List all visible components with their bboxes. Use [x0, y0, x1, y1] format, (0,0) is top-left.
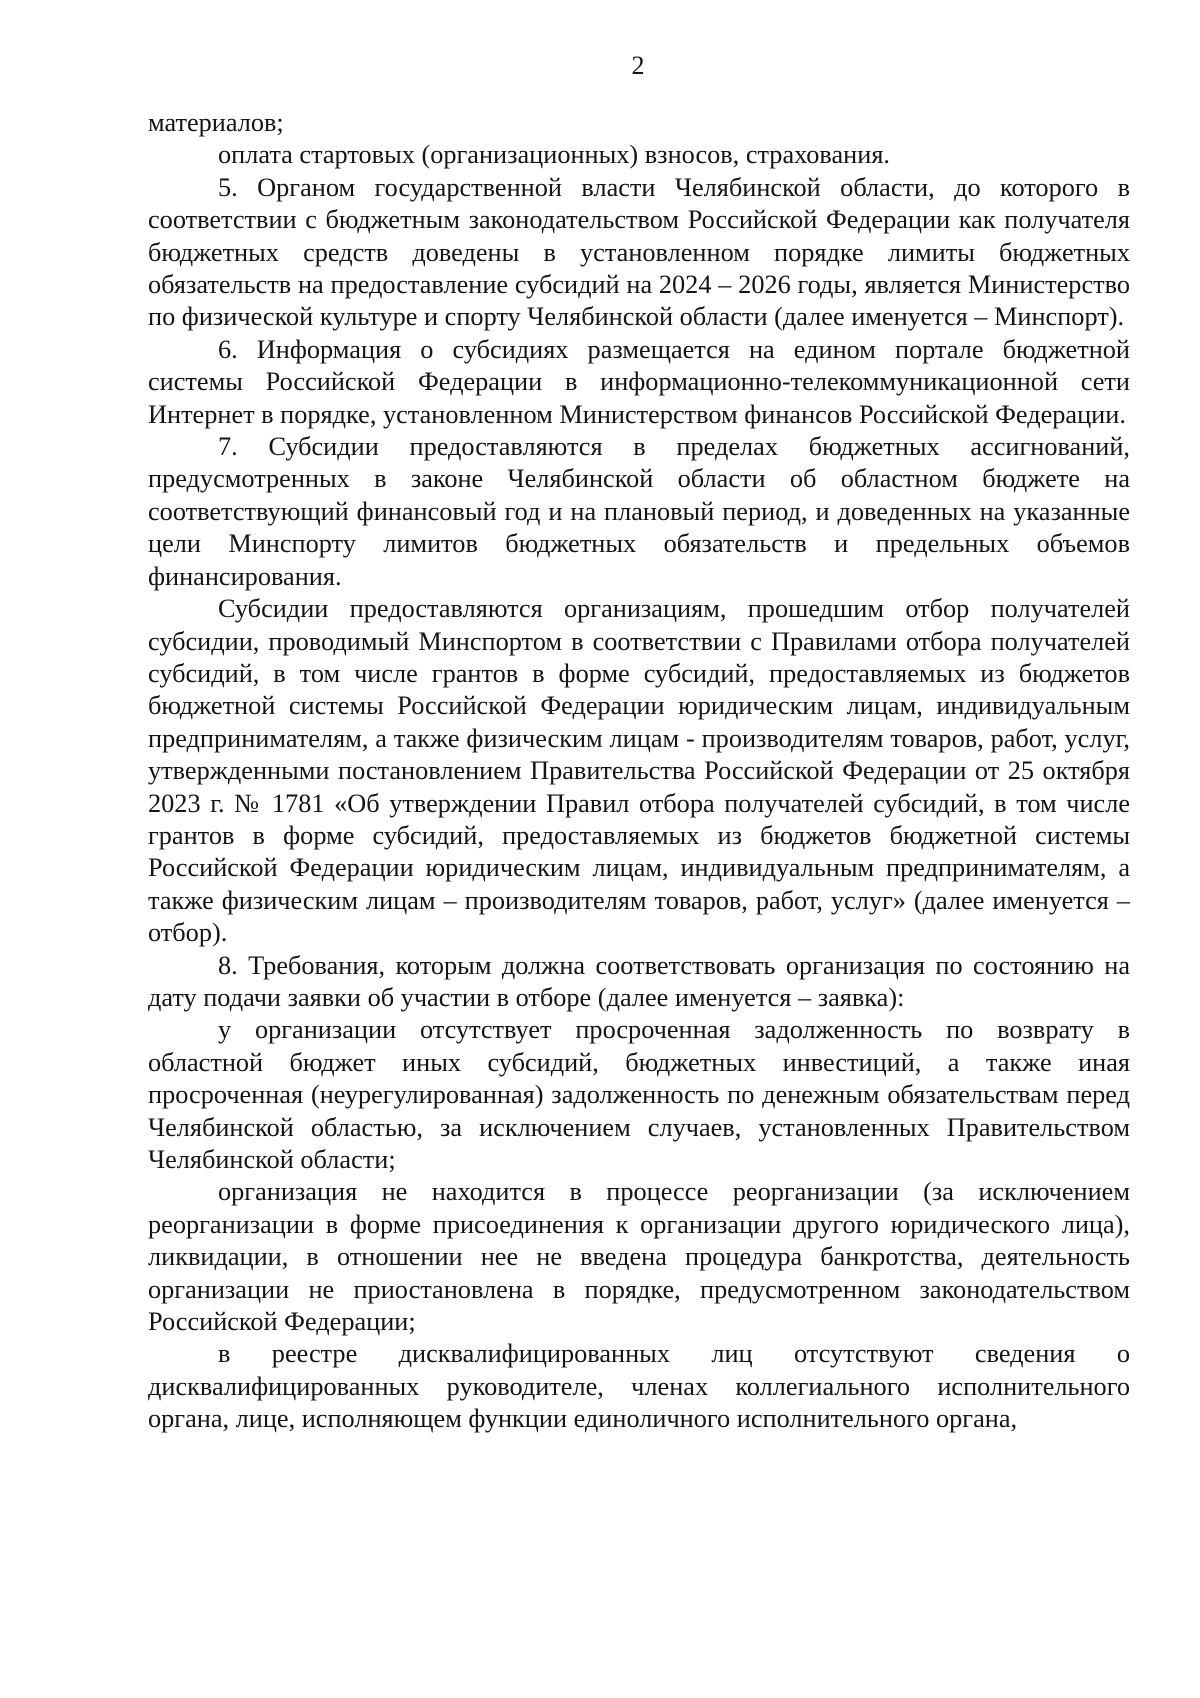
page-number: 2 [631, 51, 645, 80]
paragraph-selection: Субсидии предоставляются организациям, прошедшим отбор получателей субсидии, проводимый Минспортом в соответствии с Правилами отбора получателей субсидий, в том числе грантов в форме субсидий, предоставляемых из бюджетов бюджетной системы Российской Федерации юридическим лицам, индивидуальным предпринимателям, а также физическим лицам - производителям товаров, работ, услуг, утвержденными постановлением Правительства Российской Федерации от 25 октября 2023 г. № 1781 «Об утверждении Правил отбора получателей субсидий, в том числе грантов в форме субсидий, предоставляемых из бюджетов бюджетной системы Российской Федерации юридическим лицам, индивидуальным предпринимателям, а также физическим лицам – производителям товаров, работ, услуг» (далее именуется – отбор). [148, 594, 1130, 948]
paragraph-requirement-disqualified: в реестре дисквалифицированных лиц отсутствуют сведения о дисквалифицированных руководителе, членах коллегиального исполнительного органа, лице, исполняющем функции единоличного исполнительного органа, [148, 1339, 1130, 1434]
paragraph-requirement-debt: у организации отсутствует просроченная задолженность по возврату в областной бюджет иных субсидий, бюджетных инвестиций, а также иная просроченная (неурегулированная) задолженность по денежным обязательствам перед Челябинской областью, за исключением случаев, установленных Правительством Челябинской области; [148, 1015, 1130, 1174]
paragraph-item-6: 6. Информация о субсидиях размещается на едином портале бюджетной системы Российской Федерации в информационно-телекоммуникационной сети Интернет в порядке, установленном Министерством финансов Российской Федерации. [148, 334, 1130, 429]
paragraph-requirement-reorganization: организация не находится в процессе реорганизации (за исключением реорганизации в форме присоединения к организации другого юридического лица), ликвидации, в отношении нее не введена процедура банкротства, деятельность организации не приостановлена в порядке, предусмотренном законодательством Российской Федерации; [148, 1177, 1130, 1337]
paragraph-materials: материалов; [148, 108, 284, 137]
document-body [148, 107, 1130, 1436]
paragraph-item-8: 8. Требования, которым должна соответствовать организация по состоянию на дату подачи заявки об участии в отборе (далее именуется – заявка): [148, 950, 1130, 1012]
paragraph-fees: оплата стартовых (организационных) взносов, страхования. [218, 140, 890, 170]
paragraph-item-5: 5. Органом государственной власти Челябинской области, до которого в соответствии с бюджетным законодательством Российской Федерации как получателя бюджетных средств доведены в установленном порядке лимиты бюджетных обязательств на предоставление субсидий на 2024 – 2026 годы, является Министерство по физической культуре и спорту Челябинской области (далее именуется – Минспорт). [148, 172, 1130, 332]
paragraph-item-7: 7. Субсидии предоставляются в пределах бюджетных ассигнований, предусмотренных в законе Челябинской области об областном бюджете на соответствующий финансовый год и на плановый период, и доведенных на указанные цели Минспорту лимитов бюджетных обязательств и предельных объемов финансирования. [148, 432, 1130, 591]
